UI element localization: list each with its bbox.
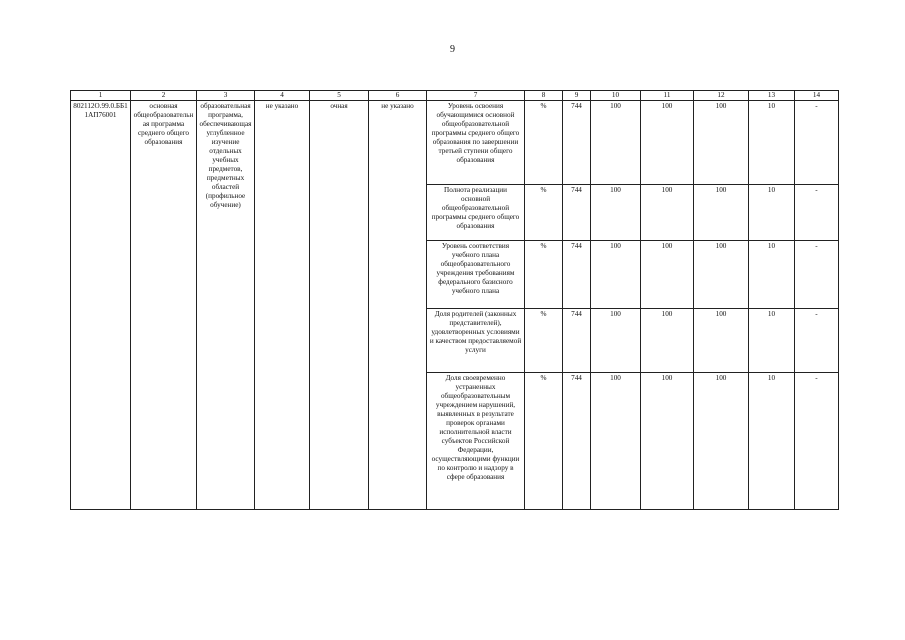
indicator-unit: % (525, 373, 563, 510)
indicator-okei: 744 (563, 101, 591, 185)
indicator-value-14: - (795, 309, 839, 373)
form-cell: очная (310, 101, 369, 510)
quality-indicators-table (70, 90, 839, 510)
col-header-7: 7 (427, 91, 525, 101)
indicator-value-10: 100 (591, 101, 641, 185)
indicator-value-14: - (795, 185, 839, 241)
col-header-8: 8 (525, 91, 563, 101)
indicator-value-14: - (795, 373, 839, 510)
indicator-name: Уровень освоения обучающимися основной общеобразовательной программы среднего общего образования по завершении третьей ступени общего образования (427, 101, 525, 185)
col-header-11: 11 (641, 91, 694, 101)
indicator-unit: % (525, 309, 563, 373)
indicator-unit: % (525, 241, 563, 309)
header-row (71, 91, 839, 101)
indicator-value-13: 10 (749, 185, 795, 241)
indicator-name: Уровень соответствия учебного плана общеобразовательного учреждения требованиям федерального базисного учебного плана (427, 241, 525, 309)
service-code-cell: 802112О.99.0.ББ11АП76001 (71, 101, 131, 510)
indicator-value-10: 100 (591, 309, 641, 373)
col6-cell: не указано (369, 101, 427, 510)
focus-cell: образовательная программа, обеспечивающая углубленное изучение отдельных учебных предметов, предметных областей (профильное обучение) (197, 101, 255, 510)
indicator-value-12: 100 (694, 101, 749, 185)
col-header-3: 3 (197, 91, 255, 101)
indicator-value-14: - (795, 101, 839, 185)
indicator-value-13: 10 (749, 373, 795, 510)
indicator-name: Доля родителей (законных представителей), удовлетворенных условиями и качеством предоставляемой услуги (427, 309, 525, 373)
indicator-unit: % (525, 101, 563, 185)
indicator-value-10: 100 (591, 373, 641, 510)
col-header-5: 5 (310, 91, 369, 101)
col-header-1: 1 (71, 91, 131, 101)
indicator-unit: % (525, 185, 563, 241)
table-row (71, 101, 839, 185)
indicator-value-11: 100 (641, 185, 694, 241)
indicator-value-14: - (795, 241, 839, 309)
page-number: 9 (450, 44, 455, 55)
col-header-10: 10 (591, 91, 641, 101)
indicator-value-10: 100 (591, 185, 641, 241)
col-header-12: 12 (694, 91, 749, 101)
col-header-14: 14 (795, 91, 839, 101)
indicator-value-12: 100 (694, 241, 749, 309)
indicator-value-11: 100 (641, 101, 694, 185)
col-header-4: 4 (255, 91, 310, 101)
indicator-value-12: 100 (694, 373, 749, 510)
col-header-13: 13 (749, 91, 795, 101)
indicator-value-11: 100 (641, 309, 694, 373)
indicator-okei: 744 (563, 373, 591, 510)
col-header-2: 2 (131, 91, 197, 101)
indicator-name: Полнота реализации основной общеобразовательной программы среднего общего образования (427, 185, 525, 241)
indicator-okei: 744 (563, 309, 591, 373)
indicator-value-12: 100 (694, 185, 749, 241)
indicator-value-13: 10 (749, 101, 795, 185)
col-header-6: 6 (369, 91, 427, 101)
indicator-name: Доля своевременно устраненных общеобразовательным учреждением нарушений, выявленных в результате проверок органами исполнительной власти субъектов Российской Федерации, осуществляющими функции по контролю и надзору в сфере образования (427, 373, 525, 510)
indicator-okei: 744 (563, 241, 591, 309)
indicator-value-12: 100 (694, 309, 749, 373)
col4-cell: не указано (255, 101, 310, 510)
col-header-9: 9 (563, 91, 591, 101)
indicator-value-11: 100 (641, 241, 694, 309)
indicator-value-13: 10 (749, 241, 795, 309)
program-cell: основная общеобразовательная программа среднего общего образования (131, 101, 197, 510)
indicator-value-10: 100 (591, 241, 641, 309)
indicator-okei: 744 (563, 185, 591, 241)
indicator-value-11: 100 (641, 373, 694, 510)
indicator-value-13: 10 (749, 309, 795, 373)
